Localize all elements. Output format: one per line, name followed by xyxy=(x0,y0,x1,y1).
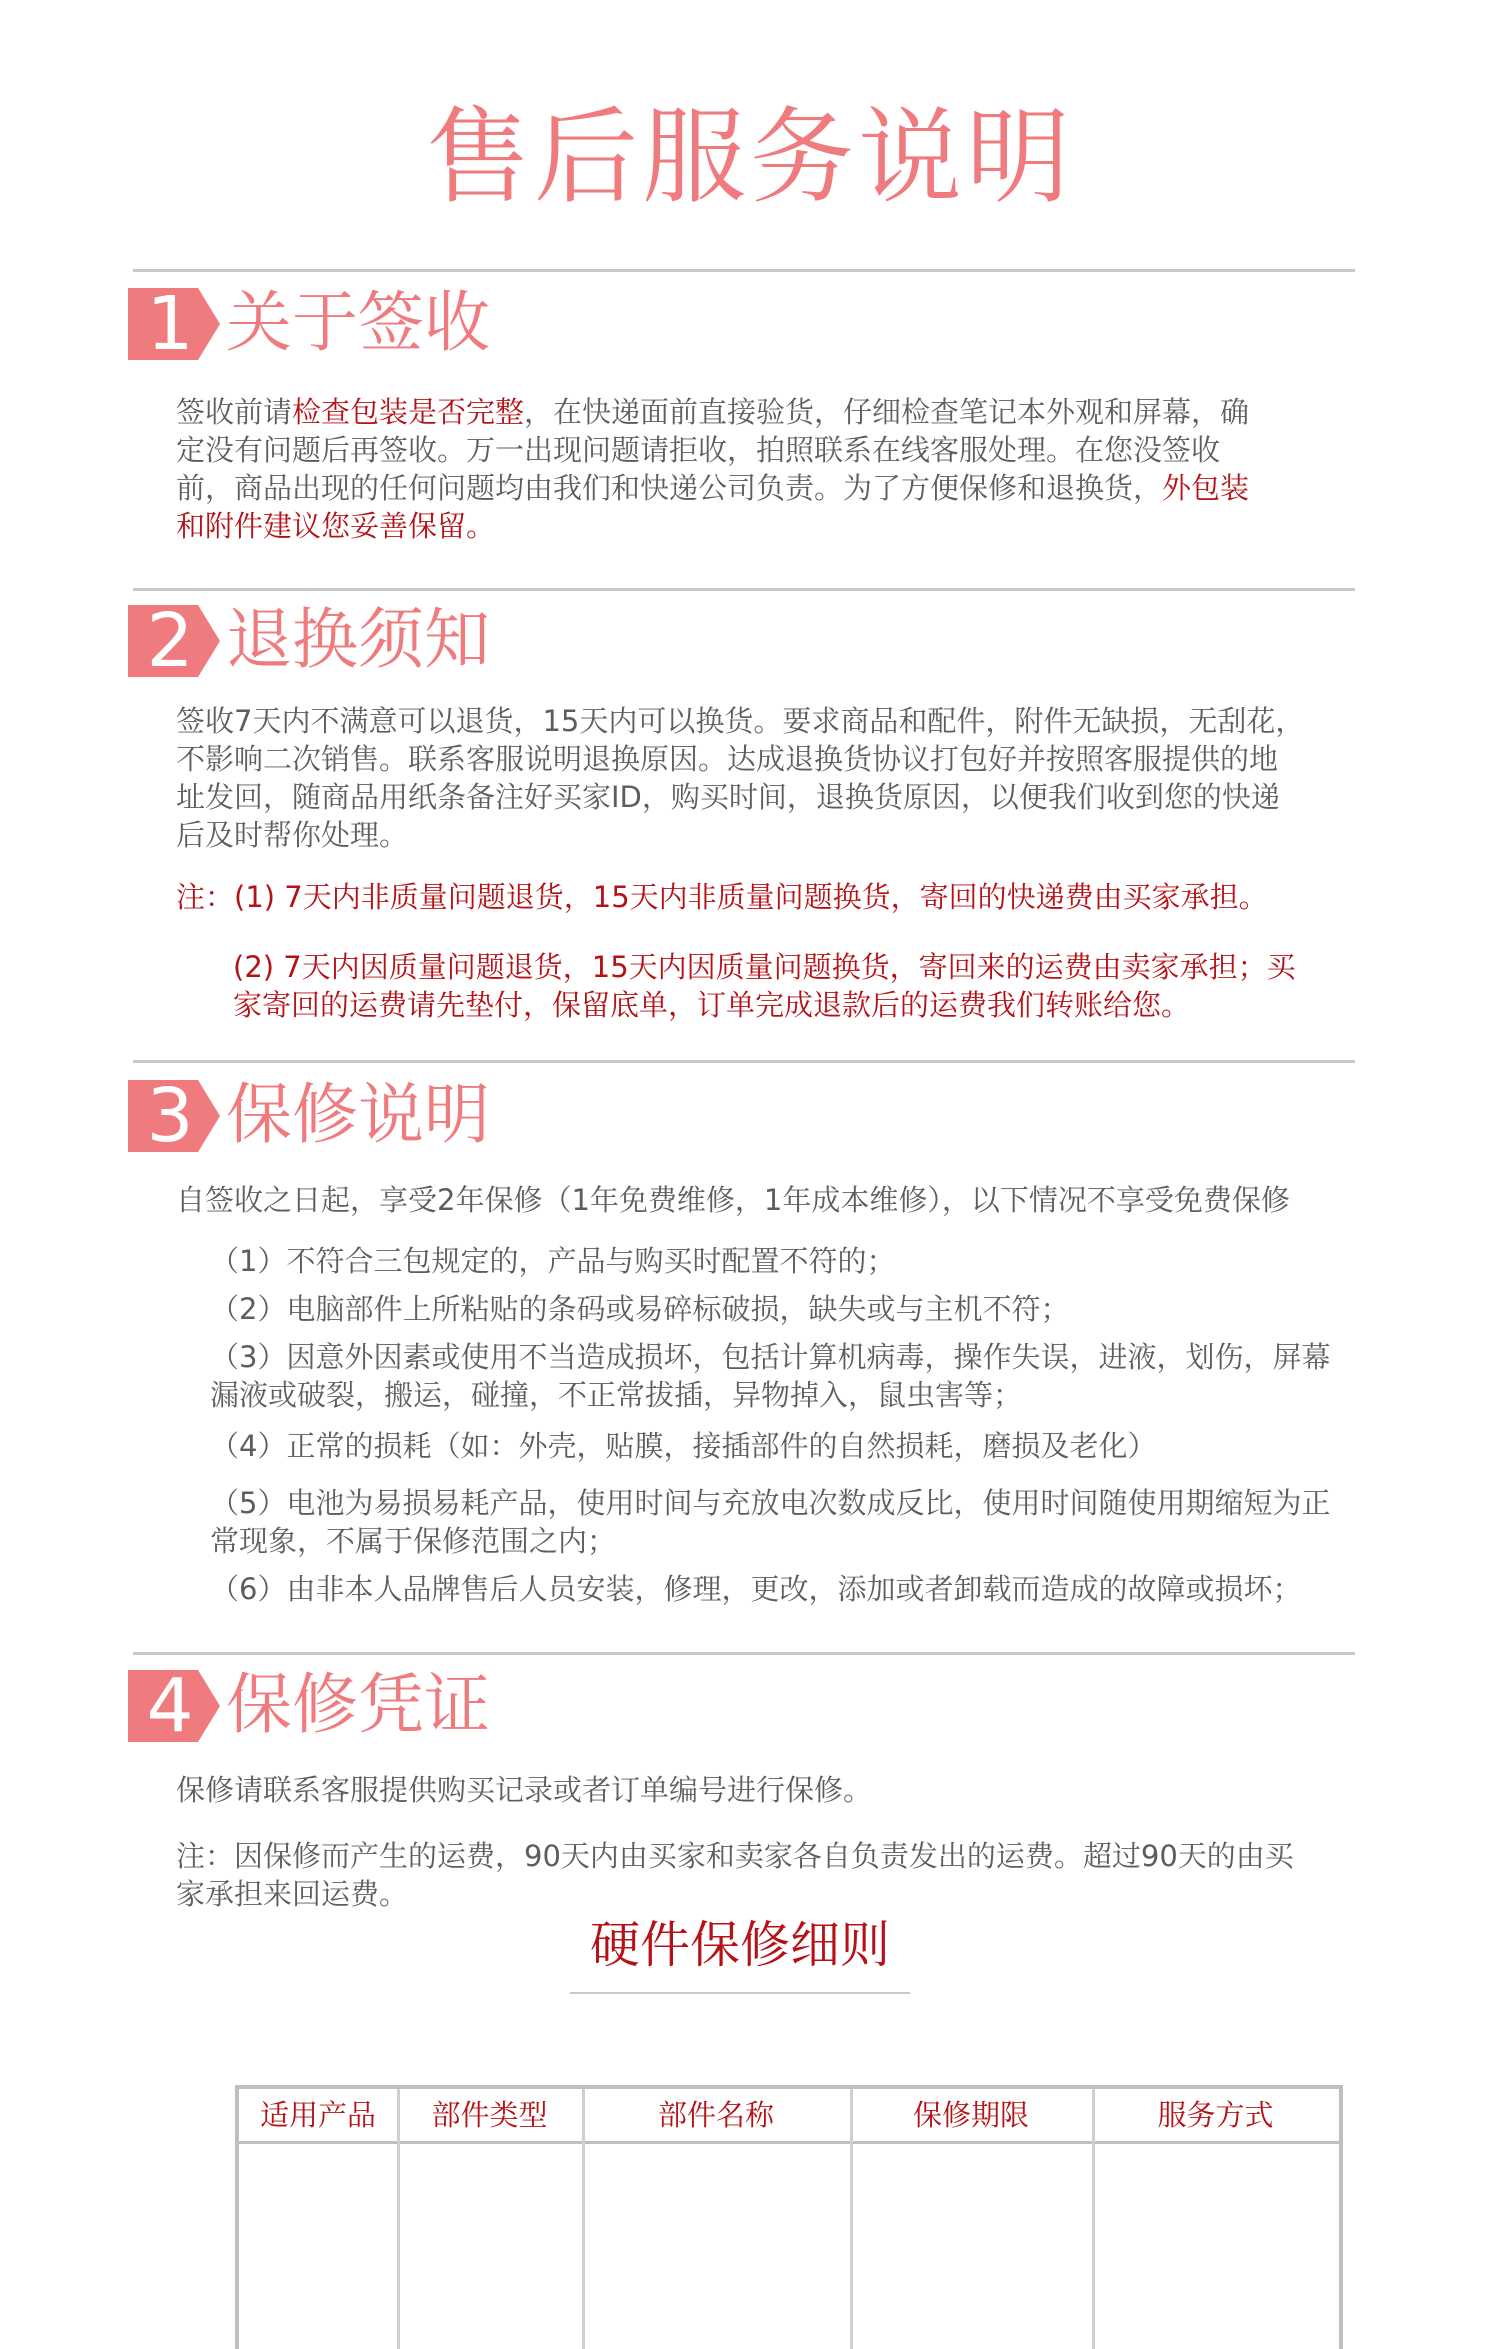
table-header-cell: 保修期限 xyxy=(912,2098,1029,2132)
warranty-exclusion-item: （2）电脑部件上所粘贴的条码或易碎标破损，缺失或与主机不符； xyxy=(210,1292,1070,1326)
section-number: 2 xyxy=(146,598,194,684)
section-number: 1 xyxy=(146,281,194,367)
section-number: 4 xyxy=(146,1663,194,1749)
hardware-warranty-title: 硬件保修细则 xyxy=(590,1916,890,1974)
section-title: 保修凭证 xyxy=(226,1666,490,1743)
section-title: 关于签收 xyxy=(226,284,490,361)
divider xyxy=(133,1652,1355,1655)
table-header-cell: 适用产品 xyxy=(259,2098,376,2132)
column-divider xyxy=(1092,2089,1095,2349)
table-header-cell: 部件名称 xyxy=(657,2098,774,2132)
section-number: 3 xyxy=(146,1073,194,1159)
section-title: 保修说明 xyxy=(226,1076,490,1153)
section-3-intro: 自签收之日起，享受2年保修（1年免费维修，1年成本维修），以下情况不享受免费保修 xyxy=(176,1183,1290,1217)
warranty-exclusion-item: （6）由非本人品牌售后人员安装，修理，更改，添加或者卸载而造成的故障或损坏； xyxy=(210,1572,1302,1606)
note-1: 注：(1) 7天内非质量问题退货，15天内非质量问题换货，寄回的快递费由买家承担。 xyxy=(176,880,1268,914)
column-divider xyxy=(850,2089,853,2349)
section-1-text: 签收前请检查包装是否完整，在快递面前直接验货，仔细检查笔记本外观和屏幕，确定没有问题后再签收。万一出现问题请拒收，拍照联系在线客服处理。在您没签收前，商品出现的任何问题均由我们和快递公司负责。为了方便保修和退换货，外包装和附件建议您妥善保留。 xyxy=(176,395,1250,543)
divider xyxy=(133,588,1355,591)
divider xyxy=(133,1060,1355,1063)
section-title: 退换须知 xyxy=(226,601,490,678)
note-2: (2) 7天内因质量问题退货，15天内因质量问题换货，寄回来的运费由卖家承担；买家寄回的运费请先垫付，保留底单，订单完成退款后的运费我们转账给您。 xyxy=(233,950,1296,1022)
page-title: 售后服务说明 xyxy=(425,96,1074,218)
table-header-cell: 部件类型 xyxy=(431,2098,548,2132)
warranty-exclusion-item: （3）因意外因素或使用不当造成损坏，包括计算机病毒，操作失误，进液，划伤，屏幕漏液或破裂，搬运，碰撞，不正常拔插，异物掉入，鼠虫害等； xyxy=(210,1340,1331,1412)
column-divider xyxy=(397,2089,400,2349)
divider xyxy=(570,1992,910,1994)
table-header-row xyxy=(239,2089,1339,2144)
table-header-cell: 服务方式 xyxy=(1157,2098,1274,2132)
warranty-exclusion-item: （1）不符合三包规定的，产品与购买时配置不符的； xyxy=(210,1244,896,1278)
divider xyxy=(133,269,1355,272)
warranty-exclusion-item: （5）电池为易损易耗产品，使用时间与充放电次数成反比，使用时间随使用期缩短为正常现象，不属于保修范围之内； xyxy=(210,1486,1331,1558)
section-2-text: 签收7天内不满意可以退货，15天内可以换货。要求商品和配件，附件无缺损，无刮花，不影响二次销售。联系客服说明退换原因。达成退换货协议打包好并按照客服提供的地址发回，随商品用纸条备注好买家ID，购买时间，退换货原因，以便我们收到您的快递后及时帮你处理。 xyxy=(176,704,1305,852)
column-divider xyxy=(582,2089,585,2349)
warranty-exclusion-item: （4）正常的损耗（如：外壳，贴膜，接插部件的自然损耗，磨损及老化） xyxy=(210,1429,1157,1463)
section-4-text: 保修请联系客服提供购买记录或者订单编号进行保修。 xyxy=(176,1773,873,1807)
section-4-note: 注：因保修而产生的运费，90天内由买家和卖家各自负责发出的运费。超过90天的由买家承担来回运费。 xyxy=(176,1839,1294,1911)
warranty-table xyxy=(235,2085,1343,2349)
